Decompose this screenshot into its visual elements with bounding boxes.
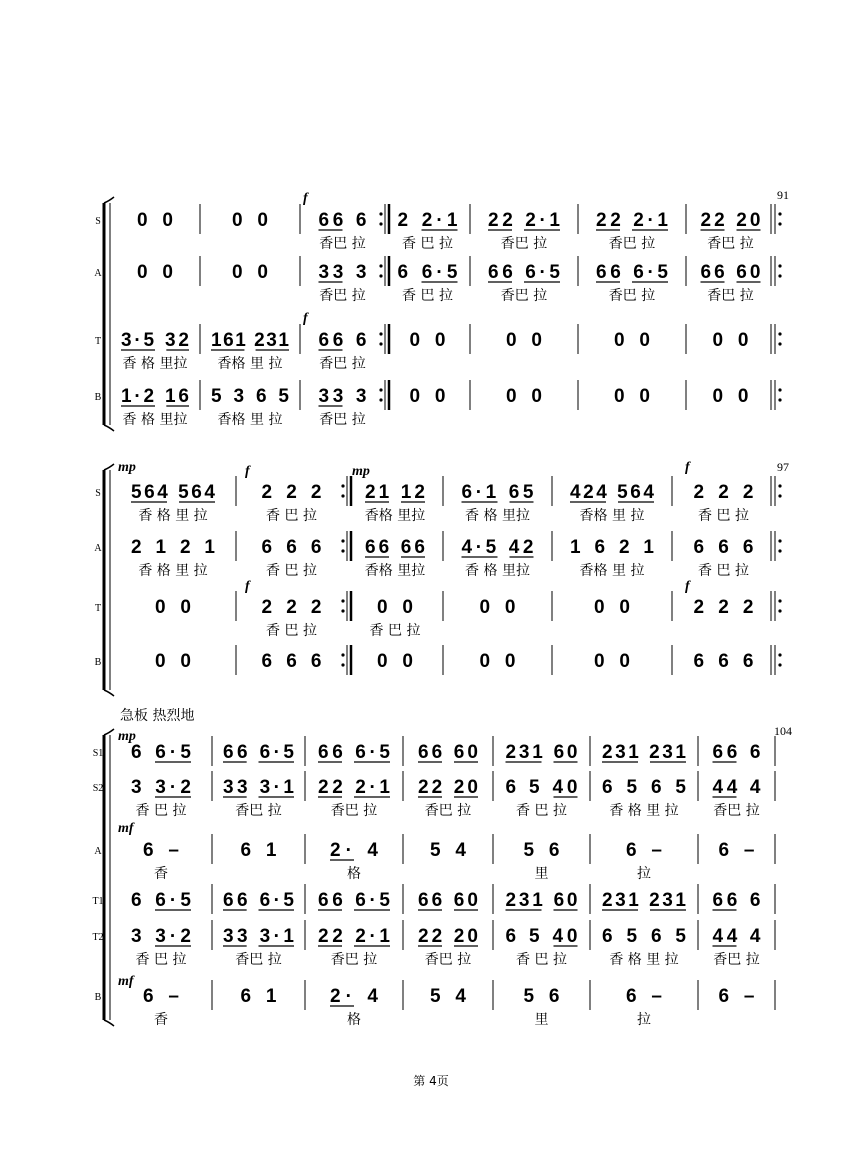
note-group: 66 6·5 [318,742,390,763]
repeat-dot [778,549,781,552]
voice-label-t2: T2 [92,932,104,943]
repeat-dot [341,609,344,612]
repeat-dot [379,212,382,215]
note-group: 6 – [143,840,179,861]
lyric: 香格 里 拉 [217,356,283,372]
lyric: 香 格 里拉 [465,563,530,579]
note-group: 0 0 [594,597,630,618]
dynamic-marking: mp [118,729,136,744]
voice-label-s2: S2 [92,783,104,794]
lyric: 香 巴 拉 [135,952,187,968]
voice-label-s1: S1 [92,748,104,759]
note-group: 6 6·5 [131,890,191,911]
note-group: 2· 4 [330,840,378,861]
voice-label-s: S [95,488,101,499]
repeat-dot [341,599,344,602]
lyric: 拉 [637,1012,651,1028]
note-group: 66 6 [712,890,761,911]
note-group: 33 3 [318,262,367,283]
lyric: 香巴 拉 [330,803,378,819]
tempo-marking: 急板 热烈地 [120,708,195,724]
dynamic-marking: f [245,579,250,594]
note-group: 2 1 2 1 [131,537,215,558]
note-group: 66 66 [365,537,425,558]
note-group: 33 3·1 [223,777,294,798]
repeat-dot [379,388,382,391]
dynamic-marking: f [303,311,308,326]
lyric: 格 [347,866,361,882]
page-number: 第 4页 [413,1074,449,1088]
note-group: 2 2 2 [693,597,754,618]
note-group: 6 5 6 5 [602,926,686,947]
repeat-dot [778,342,781,345]
note-group: 6 6·5 [131,742,191,763]
note-group: 66 6 [318,210,367,231]
repeat-dot [341,539,344,542]
measure-number: 91 [777,188,789,202]
lyric: 香 格 里 拉 [609,952,679,968]
note-group: 6 – [626,986,662,1007]
lyric: 香 格 里拉 [465,508,530,524]
note-group: 0 0 [155,651,191,672]
note-group: 0 0 [377,651,413,672]
note-group: 66 6 [712,742,761,763]
lyric: 香 巴 拉 [402,236,453,252]
note-group: 5 3 6 5 [211,386,289,407]
note-group: 0 0 [409,330,446,351]
note-group: 66 6·5 [223,890,294,911]
voice-label-t: T [94,603,102,614]
note-group: 6 5 40 [505,926,578,947]
system-3 [92,707,792,1028]
note-group: 2· 4 [330,986,378,1007]
lyric: 香格 里拉 [364,508,426,524]
voice-label-t: T [94,336,102,347]
note-group: 5 4 [430,986,466,1007]
note-group: 21 12 [365,482,425,503]
note-group: 6 1 [240,840,277,861]
note-group: 6 6 6 [693,651,754,672]
lyric: 香 格 里拉 [122,356,188,372]
lyric: 香巴 拉 [500,236,548,252]
repeat-dot [379,264,382,267]
note-group: 66 6·5 [223,742,294,763]
note-group: 6 – [718,986,755,1007]
note-group: 44 4 [712,926,761,947]
voice-label-a: A [94,846,102,857]
note-group: 3 3·2 [131,926,191,947]
note-group: 1 6 2 1 [570,537,654,558]
note-group: 66 6 [318,330,367,351]
dynamic-marking: f [685,460,690,475]
note-group: 44 4 [712,777,761,798]
lyric: 香 巴 拉 [266,563,317,579]
repeat-dot [341,494,344,497]
note-group: 6 5 6 5 [602,777,686,798]
note-group: 3·5 32 [121,330,189,351]
voice-label-s: S [95,216,101,227]
note-group: 33 3·1 [223,926,294,947]
dynamic-marking: mf [118,821,134,836]
dynamic-marking: f [245,464,250,479]
repeat-dot [778,653,781,656]
note-group: 6 – [626,840,662,861]
voice-label-b: B [94,392,102,403]
repeat-dot [379,332,382,335]
voice-label-b: B [94,992,102,1003]
note-group: 22 2·1 [596,210,668,231]
system-2 [94,460,789,696]
lyric: 香巴 拉 [235,803,282,819]
dynamic-marking: mp [118,460,136,475]
note-group: 6·1 65 [461,482,534,503]
note-group: 66 60 [418,742,478,763]
measure-number: 97 [777,460,789,474]
voice-label-b: B [94,657,102,668]
voice-label-a: A [94,268,102,279]
dynamic-marking: mf [118,974,134,989]
note-group: 0 0 [155,597,191,618]
lyric: 香格 里拉 [364,563,426,579]
repeat-dot [778,212,781,215]
repeat-dot [379,342,382,345]
note-group: 0 0 [506,330,542,351]
repeat-dot [778,222,781,225]
repeat-dot [379,398,382,401]
note-group: 6 6 6 [693,537,754,558]
note-group: 0 0 [377,597,413,618]
lyric: 香 巴 拉 [516,803,567,819]
note-group: 231 231 [602,742,686,763]
repeat-dot [778,332,781,335]
lyric: 香巴 拉 [500,288,548,304]
note-group: 6 6 6 [261,651,322,672]
note-group: 22 2·1 [318,926,390,947]
lyric: 香 巴 拉 [698,508,749,524]
note-group: 0 0 [614,330,650,351]
repeat-dot [778,274,781,277]
lyric: 香巴 拉 [608,236,656,252]
note-group: 33 3 [318,386,367,407]
lyric: 香巴 拉 [319,236,366,252]
note-group: 0 0 [137,262,173,283]
lyric: 香巴 拉 [319,288,366,304]
lyric: 香 格 里拉 [122,412,188,428]
note-group: 22 2·1 [488,210,560,231]
lyric: 香 [154,1012,168,1028]
note-group: 0 0 [614,386,650,407]
note-group: 0 0 [232,262,268,283]
lyric: 香 巴 拉 [516,952,567,968]
note-group: 2 2 2 [261,482,322,503]
repeat-dot [778,663,781,666]
note-group: 0 0 [479,651,516,672]
lyric: 香 格 里 拉 [609,803,679,819]
lyric: 香格 里 拉 [579,508,645,524]
lyric: 香巴 拉 [235,952,282,968]
note-group: 6 – [718,840,755,861]
note-group: 2 2 2 [693,482,754,503]
note-group: 6 1 [240,986,277,1007]
note-group: 0 0 [712,386,749,407]
repeat-dot [341,663,344,666]
note-group: 66 60 [418,890,478,911]
note-group: 22 20 [418,777,478,798]
dynamic-marking: f [303,191,308,206]
note-group: 231 60 [505,890,578,911]
note-group: 0 0 [137,210,173,231]
lyric: 香巴 拉 [713,952,760,968]
note-group: 564 564 [131,482,215,503]
note-group: 231 60 [505,742,578,763]
repeat-dot [778,494,781,497]
note-group: 2 2 2 [261,597,322,618]
lyric: 香巴 拉 [424,952,472,968]
note-group: 22 20 [700,210,761,231]
note-group: 66 60 [700,262,761,283]
lyric: 香 巴 拉 [369,623,421,639]
note-group: 6 – [143,986,179,1007]
lyric: 里 [534,866,549,882]
repeat-dot [778,539,781,542]
note-group: 0 0 [409,386,446,407]
note-group: 161 231 [211,330,289,351]
lyric: 香巴 拉 [424,803,472,819]
note-group: 66 6·5 [488,262,560,283]
note-group: 4·5 42 [461,537,534,558]
lyric: 香格 里 拉 [579,563,645,579]
lyric: 香 巴 拉 [266,508,317,524]
note-group: 0 0 [479,597,516,618]
repeat-dot [379,274,382,277]
note-group: 0 0 [594,651,630,672]
lyric: 里 [534,1012,549,1028]
lyric: 香 巴 拉 [402,288,453,304]
note-group: 231 231 [602,890,686,911]
lyric: 香 格 里 拉 [138,563,208,579]
dynamic-marking: f [685,579,690,594]
dynamic-marking: mp [352,464,370,479]
repeat-dot [379,222,382,225]
note-group: 0 0 [232,210,268,231]
lyric: 香巴 拉 [608,288,656,304]
lyric: 香巴 拉 [319,412,366,428]
repeat-dot [778,484,781,487]
note-group: 6 6 6 [261,537,322,558]
note-group: 3 3·2 [131,777,191,798]
repeat-dot [341,549,344,552]
note-group: 5 6 [523,840,560,861]
lyric: 香 巴 拉 [266,623,317,639]
repeat-dot [778,609,781,612]
lyric: 格 [347,1012,361,1028]
lyric: 香巴 拉 [319,356,366,372]
voice-label-t1: T1 [92,896,104,907]
lyric: 香巴 拉 [713,803,760,819]
note-group: 1·2 16 [121,386,189,407]
note-group: 0 0 [506,386,542,407]
lyric: 香 巴 拉 [698,563,749,579]
voice-label-a: A [94,543,102,554]
note-group: 5 4 [430,840,466,861]
lyric: 香巴 拉 [707,288,754,304]
note-group: 22 20 [418,926,478,947]
note-group: 66 6·5 [318,890,390,911]
repeat-dot [778,398,781,401]
lyric: 香 [154,866,168,882]
lyric: 香 格 里 拉 [138,508,208,524]
repeat-dot [341,653,344,656]
note-group: 6 6·5 [397,262,458,283]
note-group: 0 0 [712,330,749,351]
repeat-dot [341,484,344,487]
repeat-dot [778,388,781,391]
note-group: 22 2·1 [318,777,390,798]
note-group: 66 6·5 [596,262,668,283]
lyric: 香格 里 拉 [217,412,283,428]
note-group: 2 2·1 [397,210,458,231]
note-group: 6 5 40 [505,777,578,798]
measure-number: 104 [774,724,792,738]
repeat-dot [778,599,781,602]
lyric: 香 巴 拉 [135,803,187,819]
lyric: 香巴 拉 [330,952,378,968]
note-group: 424 564 [570,482,654,503]
lyric: 拉 [637,866,651,882]
note-group: 5 6 [523,986,560,1007]
repeat-dot [778,264,781,267]
system-1 [94,188,789,431]
lyric: 香巴 拉 [707,236,754,252]
